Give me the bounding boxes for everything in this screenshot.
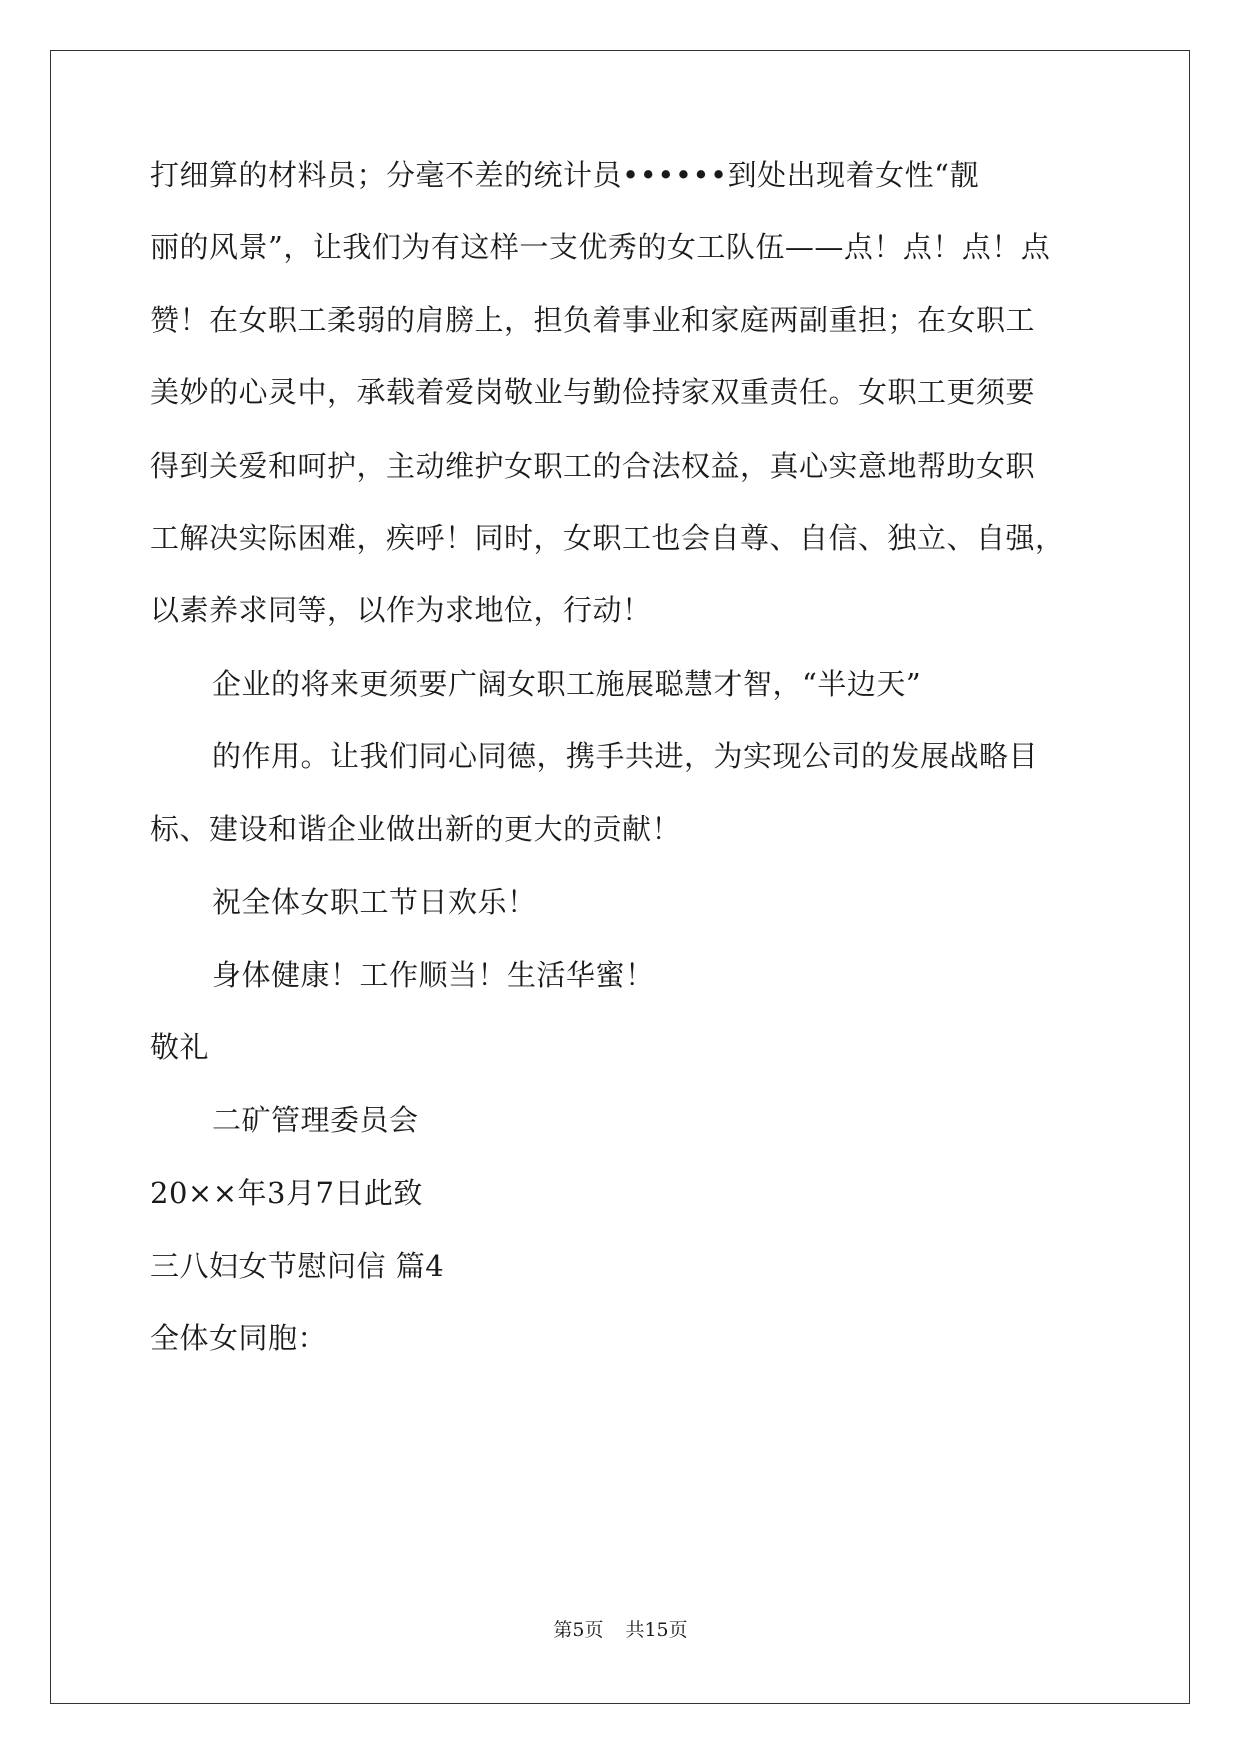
greeting-line: 祝全体女职工节日欢乐！ [212,885,537,919]
body-line-3: 赞！在女职工柔弱的肩膀上，担负着事业和家庭两副重担；在女职工 [150,303,1036,337]
body-line-9: 的作用。让我们同心同德，携手共进，为实现公司的发展战略目 [212,739,1039,773]
body-line-10: 标、建设和谐企业做出新的更大的贡献！ [150,812,682,846]
body-line-4: 美妙的心灵中，承载着爱岗敬业与勤俭持家双重责任。女职工更须要 [150,375,1036,409]
signature-line: 二矿管理委员会 [212,1103,419,1137]
body-line-8: 企业的将来更须要广阔女职工施展聪慧才智，“半边天” [212,667,922,701]
body-line-1: 打细算的材料员；分毫不差的统计员••••••到处出现着女性“靓 [150,158,979,192]
wishes-line: 身体健康！工作顺当！生活华蜜！ [212,958,655,992]
body-line-2: 丽的风景”，让我们为有这样一支优秀的女工队伍——点！点！点！点 [150,230,1051,264]
salute-line: 敬礼 [150,1030,210,1064]
page-number: 第5页 [553,1619,604,1641]
body-line-6: 工解决实际困难，疾呼！同时，女职工也会自尊、自信、独立、自强， [150,521,1065,555]
page-total: 共15页 [625,1619,688,1641]
page-footer [0,1618,1241,1642]
page-border [50,50,1190,1704]
salutation-line: 全体女同胞： [150,1321,328,1355]
body-line-7: 以素养求同等，以作为求地位，行动！ [150,593,652,627]
body-line-5: 得到关爱和呵护，主动维护女职工的合法权益，真心实意地帮助女职 [150,449,1036,483]
section-heading: 三八妇女节慰问信 篇4 [150,1249,445,1283]
date-line: 20××年3月7日此致 [150,1176,423,1210]
